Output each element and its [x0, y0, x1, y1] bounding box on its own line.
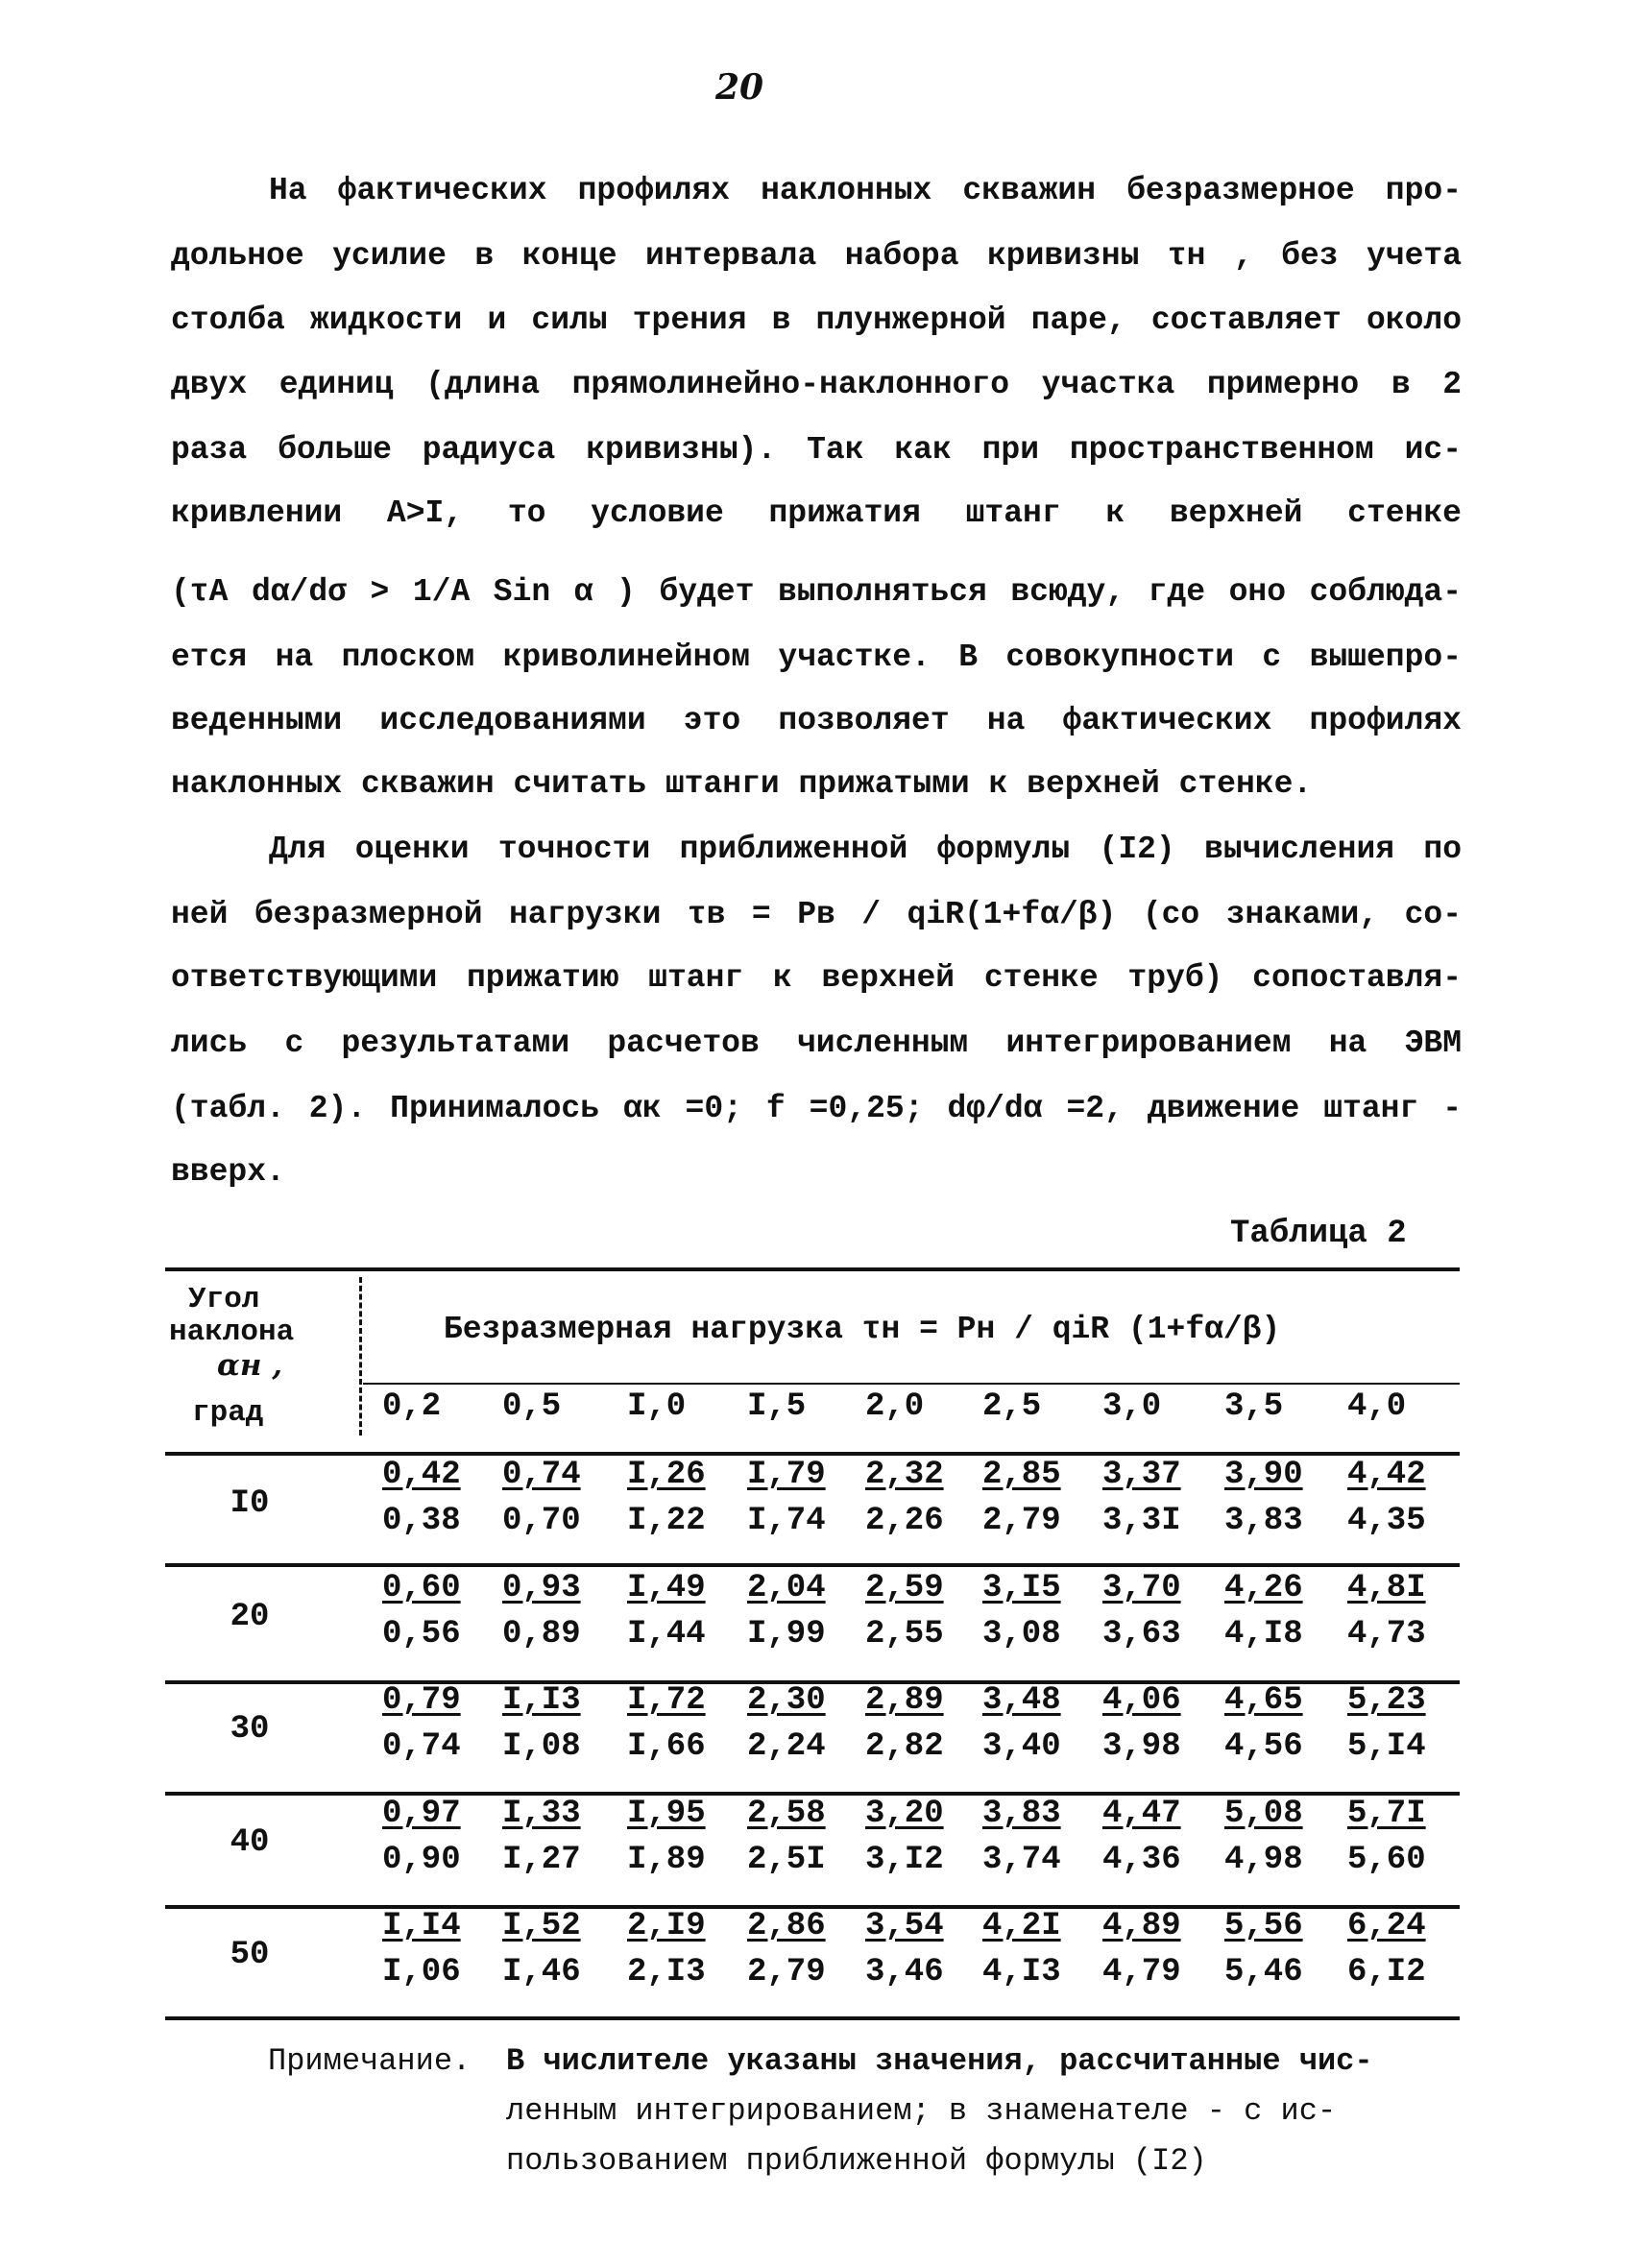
denominator-value: 4,36 — [1102, 1841, 1181, 1878]
numerator-value: 4,8I — [1347, 1569, 1426, 1606]
table-rule — [165, 1563, 1460, 1567]
row-header-line: Угол — [188, 1283, 260, 1316]
vertical-divider — [359, 1277, 362, 1436]
numerator-value: 2,30 — [747, 1682, 826, 1719]
numerator-value: 3,37 — [1102, 1457, 1181, 1493]
text-line: ответствующими прижатию штанг к верхней стенке труб) сопоставля- — [171, 960, 1462, 996]
column-header: I,5 — [747, 1388, 807, 1425]
denominator-value: 0,70 — [502, 1503, 581, 1539]
numerator-value: 4,2I — [982, 1908, 1061, 1944]
numerator-value: 2,89 — [865, 1682, 944, 1719]
row-angle: 30 — [230, 1711, 270, 1748]
numerator-value: I,52 — [502, 1908, 581, 1944]
numerator-value: I,I3 — [502, 1682, 581, 1719]
numerator-value: I,95 — [627, 1795, 706, 1832]
numerator-value: 4,47 — [1102, 1795, 1181, 1832]
denominator-value: 2,I3 — [627, 1954, 706, 1991]
denominator-value: 0,74 — [382, 1728, 461, 1765]
denominator-value: 3,40 — [982, 1728, 1061, 1765]
denominator-value: 2,55 — [865, 1615, 944, 1653]
table-rule — [165, 1267, 1460, 1271]
numerator-value: 2,58 — [747, 1795, 826, 1832]
column-header: 2,0 — [865, 1388, 925, 1425]
note-label: Примечание. — [268, 2043, 472, 2079]
text-line: На фактических профилях наклонных скважин безразмерное про- — [269, 173, 1462, 208]
numerator-value: 2,85 — [982, 1457, 1061, 1493]
text-line: Для оценки точности приближенной формулы (I2) вычисления по — [269, 832, 1462, 867]
group-header: Безразмерная нагрузка τн = Pн / qiR (1+fα/β) — [444, 1312, 1281, 1347]
column-header: 3,0 — [1102, 1388, 1162, 1425]
denominator-value: 3,I2 — [865, 1841, 944, 1878]
row-angle: 20 — [230, 1598, 270, 1635]
denominator-value: 4,35 — [1347, 1503, 1426, 1539]
text-line: наклонных скважин считать штанги прижатыми к верхней стенке. — [171, 766, 1313, 802]
denominator-value: 4,73 — [1347, 1615, 1426, 1653]
numerator-value: 3,I5 — [982, 1569, 1061, 1606]
text-line: (τA dα/dσ > 1/A Sin α ) будет выполняться всюду, где оно соблюда- — [171, 574, 1462, 610]
denominator-value: I,06 — [382, 1954, 461, 1991]
denominator-value: 2,79 — [982, 1503, 1061, 1539]
numerator-value: I,79 — [747, 1457, 826, 1493]
numerator-value: 0,42 — [382, 1457, 461, 1493]
text-line: вверх. — [171, 1154, 285, 1190]
denominator-value: 3,98 — [1102, 1728, 1181, 1765]
denominator-value: 3,46 — [865, 1954, 944, 1991]
numerator-value: 3,90 — [1224, 1457, 1303, 1493]
denominator-value: 2,24 — [747, 1728, 826, 1765]
table-rule — [165, 2016, 1460, 2020]
denominator-value: I,08 — [502, 1728, 581, 1765]
denominator-value: 4,I3 — [982, 1954, 1061, 1991]
numerator-value: 0,79 — [382, 1682, 461, 1719]
denominator-value: 0,90 — [382, 1841, 461, 1878]
row-header-line: наклона — [169, 1315, 295, 1349]
denominator-value: 0,89 — [502, 1615, 581, 1653]
column-header: 3,5 — [1224, 1388, 1284, 1425]
row-header-line: αн , — [217, 1348, 283, 1383]
numerator-value: 5,23 — [1347, 1682, 1426, 1719]
text-line: кривлении A>I, то условие прижатия штанг к верхней стенке — [171, 495, 1462, 531]
numerator-value: I,26 — [627, 1457, 706, 1493]
denominator-value: I,44 — [627, 1615, 706, 1653]
denominator-value: 4,98 — [1224, 1841, 1303, 1878]
numerator-value: 3,70 — [1102, 1569, 1181, 1606]
denominator-value: I,46 — [502, 1954, 581, 1991]
table-rule — [363, 1383, 1460, 1385]
table-caption: Таблица 2 — [1230, 1216, 1407, 1252]
denominator-value: 4,56 — [1224, 1728, 1303, 1765]
numerator-value: 2,59 — [865, 1569, 944, 1606]
column-header: 0,2 — [382, 1388, 442, 1425]
text-line: раза больше радиуса кривизны). Так как при пространственном ис- — [171, 432, 1462, 468]
numerator-value: 4,06 — [1102, 1682, 1181, 1719]
column-header: 4,0 — [1347, 1388, 1407, 1425]
denominator-value: 3,63 — [1102, 1615, 1181, 1653]
column-header: 0,5 — [502, 1388, 562, 1425]
numerator-value: 0,93 — [502, 1569, 581, 1606]
numerator-value: 5,08 — [1224, 1795, 1303, 1832]
numerator-value: 2,86 — [747, 1908, 826, 1944]
denominator-value: 3,08 — [982, 1615, 1061, 1653]
numerator-value: 3,20 — [865, 1795, 944, 1832]
numerator-value: I,I4 — [382, 1908, 461, 1944]
numerator-value: 0,74 — [502, 1457, 581, 1493]
numerator-value: 4,65 — [1224, 1682, 1303, 1719]
numerator-value: 5,56 — [1224, 1908, 1303, 1944]
denominator-value: 3,74 — [982, 1841, 1061, 1878]
denominator-value: 3,3I — [1102, 1503, 1181, 1539]
denominator-value: I,74 — [747, 1503, 826, 1539]
denominator-value: 0,38 — [382, 1503, 461, 1539]
text-line: дольное усилие в конце интервала набора кривизны τн , без учета — [171, 238, 1462, 274]
denominator-value: 6,I2 — [1347, 1954, 1426, 1991]
denominator-value: 5,46 — [1224, 1954, 1303, 1991]
denominator-value: I,22 — [627, 1503, 706, 1539]
numerator-value: I,33 — [502, 1795, 581, 1832]
column-header: 2,5 — [982, 1388, 1042, 1425]
numerator-value: 6,24 — [1347, 1908, 1426, 1944]
numerator-value: 2,I9 — [627, 1908, 706, 1944]
row-angle: 50 — [230, 1937, 270, 1973]
column-header: I,0 — [627, 1388, 687, 1425]
row-header-line: град — [192, 1396, 264, 1430]
note-line: ленным интегрированием; в знаменателе - с ис- — [506, 2093, 1337, 2129]
denominator-value: I,66 — [627, 1728, 706, 1765]
denominator-value: I,89 — [627, 1841, 706, 1878]
note-line: В числителе указаны значения, рассчитанные чис- — [506, 2043, 1373, 2079]
numerator-value: 0,60 — [382, 1569, 461, 1606]
numerator-value: 3,48 — [982, 1682, 1061, 1719]
denominator-value: 0,56 — [382, 1615, 461, 1653]
numerator-value: 4,26 — [1224, 1569, 1303, 1606]
denominator-value: 2,26 — [865, 1503, 944, 1539]
denominator-value: I,27 — [502, 1841, 581, 1878]
text-line: ней безразмерной нагрузки τв = Pв / qiR(1+fα/β) (со знаками, со- — [171, 897, 1462, 932]
denominator-value: 4,I8 — [1224, 1615, 1303, 1653]
denominator-value: 2,82 — [865, 1728, 944, 1765]
numerator-value: 2,32 — [865, 1457, 944, 1493]
denominator-value: 2,79 — [747, 1954, 826, 1991]
text-line: лись с результатами расчетов численным интегрированием на ЭВМ — [171, 1025, 1462, 1061]
row-angle: I0 — [230, 1485, 270, 1522]
row-angle: 40 — [230, 1823, 270, 1861]
numerator-value: I,72 — [627, 1682, 706, 1719]
denominator-value: 2,5I — [747, 1841, 826, 1878]
numerator-value: 4,89 — [1102, 1908, 1181, 1944]
note-line: пользованием приближенной формулы (I2) — [506, 2143, 1207, 2179]
text-line: веденными исследованиями это позволяет на фактических профилях — [171, 703, 1462, 738]
denominator-value: 5,I4 — [1347, 1728, 1426, 1765]
numerator-value: 3,54 — [865, 1908, 944, 1944]
numerator-value: I,49 — [627, 1569, 706, 1606]
text-line: ется на плоском криволинейном участке. В совокупности с вышепро- — [171, 639, 1462, 675]
numerator-value: 2,04 — [747, 1569, 826, 1606]
numerator-value: 5,7I — [1347, 1795, 1426, 1832]
numerator-value: 4,42 — [1347, 1457, 1426, 1493]
numerator-value: 3,83 — [982, 1795, 1061, 1832]
denominator-value: I,99 — [747, 1615, 826, 1653]
numerator-value: 0,97 — [382, 1795, 461, 1832]
denominator-value: 4,79 — [1102, 1954, 1181, 1991]
table-rule — [165, 1452, 1460, 1456]
text-line: двух единиц (длина прямолинейно-наклонного участка примерно в 2 — [171, 367, 1462, 402]
text-line: столба жидкости и силы трения в плунжерной паре, составляет около — [171, 302, 1462, 338]
page-number: 20 — [715, 67, 764, 108]
text-line: (табл. 2). Принималось αк =0; f =0,25; dφ/dα =2, движение штанг - — [171, 1091, 1462, 1126]
denominator-value: 5,60 — [1347, 1841, 1426, 1878]
denominator-value: 3,83 — [1224, 1503, 1303, 1539]
